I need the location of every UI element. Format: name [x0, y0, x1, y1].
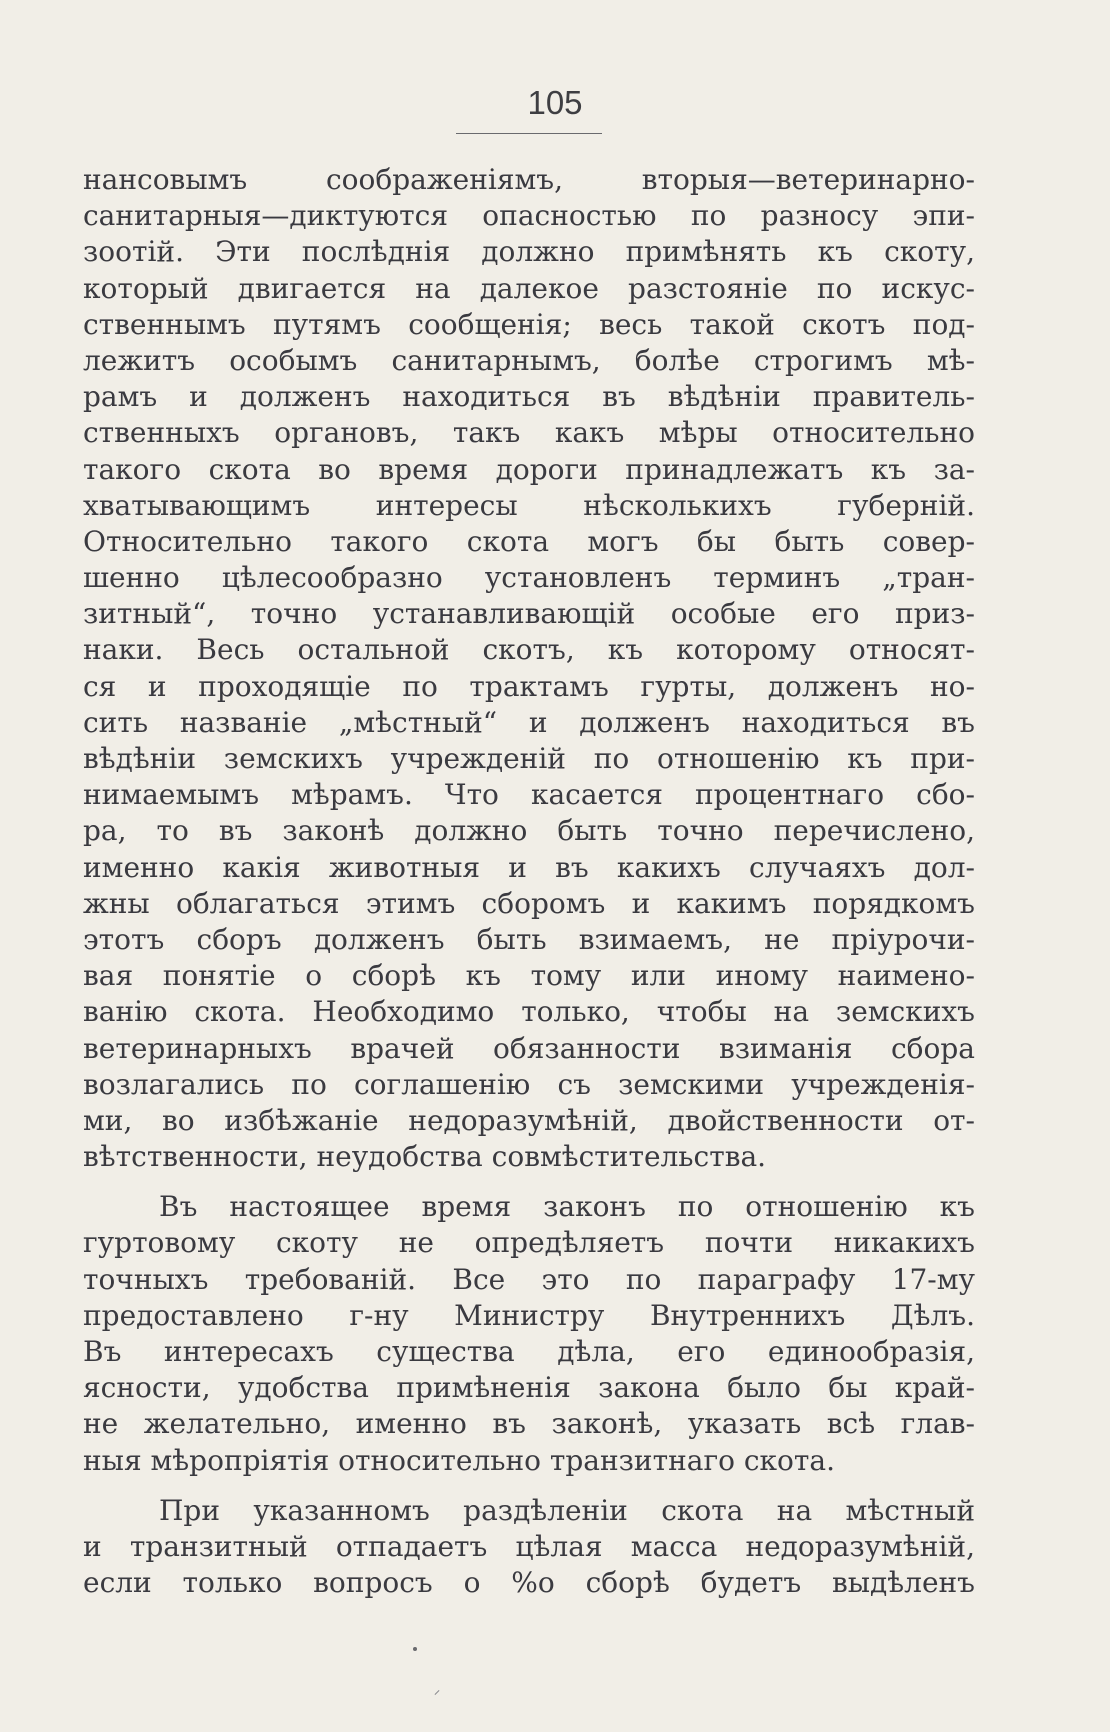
text-line: Въ интересахъ существа дѣла, его единообразія, [83, 1335, 975, 1368]
text-line: ся и проходящіе по трактамъ гурты, долженъ но- [83, 669, 975, 703]
text-line: этотъ сборъ долженъ быть взимаемъ, не пріурочи- [83, 922, 975, 956]
text-line: хватывающимъ интересы нѣсколькихъ губерній. [83, 488, 975, 522]
paragraph-2 [83, 1189, 975, 1479]
text-line: такого скота во время дороги принадлежатъ къ за- [83, 452, 975, 486]
paragraph-gap [83, 1175, 975, 1189]
text-line: нимаемымъ мѣрамъ. Что касается процентнаго сбо- [83, 778, 975, 812]
text-line: предоставлено г-ну Министру Внутреннихъ Дѣлъ. [83, 1298, 975, 1332]
text-line: наки. Весь остальной скотъ, къ которому относят- [83, 633, 975, 667]
page-number: 105 [527, 84, 583, 121]
text-line: ственнымъ путямъ сообщенія; весь такой скотъ под- [83, 307, 975, 341]
text-line: Въ настоящее время законъ по отношенію къ [159, 1190, 975, 1224]
text-line: не желательно, именно въ законѣ, указать всѣ глав- [83, 1407, 975, 1441]
text-line: зитный“, точно устанавливающій особые его приз- [83, 597, 975, 631]
text-line: рамъ и долженъ находиться въ вѣдѣніи правитель- [83, 380, 975, 414]
text-line: шенно цѣлесообразно установленъ терминъ „тран- [83, 561, 975, 595]
text-line: ныя мѣропріятія относительно транзитнаго скота. [83, 1443, 835, 1477]
paragraph-3 [83, 1493, 975, 1602]
body-text [83, 162, 975, 1601]
text-line: точныхъ требованій. Все это по параграфу 17-му [83, 1262, 975, 1296]
text-line: вѣтственности, неудобства совмѣстительства. [83, 1140, 767, 1174]
text-line: нансовымъ соображеніямъ, вторыя—ветеринарно- [83, 163, 975, 196]
text-line: санитарныя—диктуются опасностью по разносу эпи- [83, 199, 975, 233]
text-line: При указанномъ раздѣленіи скота на мѣстный [159, 1493, 975, 1527]
text-line: вая понятіе о сборѣ къ тому или иному наимено- [83, 959, 975, 993]
print-speck [413, 1647, 417, 1651]
text-line: и транзитный отпадаетъ цѣлая масса недоразумѣній, [83, 1529, 975, 1563]
text-line: жны облагаться этимъ сборомъ и какимъ порядкомъ [83, 886, 975, 920]
header-rule [456, 133, 602, 134]
text-line: ванію скота. Необходимо только, чтобы на земскихъ [83, 995, 975, 1029]
print-mark [435, 1690, 440, 1695]
text-line: ра, то въ законѣ должно быть точно перечислено, [83, 814, 975, 848]
text-line: возлагались по соглашенію съ земскими учрежденія- [83, 1067, 975, 1101]
text-line: если только вопросъ о %о сборѣ будетъ выдѣленъ [83, 1566, 975, 1600]
text-line: Относительно такого скота могъ бы быть совер- [83, 524, 975, 558]
paragraph-1 [83, 162, 975, 1175]
text-line: зоотій. Эти послѣднія должно примѣнять къ скоту, [83, 235, 975, 269]
text-line: именно какія животныя и въ какихъ случаяхъ дол- [83, 850, 975, 884]
text-line: вѣдѣніи земскихъ учрежденій по отношенію къ при- [83, 742, 975, 775]
text-line: ми, во избѣжаніе недоразумѣній, двойственности от- [83, 1103, 975, 1137]
text-line: который двигается на далекое разстояніе по искус- [83, 271, 975, 305]
text-line: ветеринарныхъ врачей обязанности взиманія сбора [83, 1031, 975, 1065]
text-line: гуртовому скоту не опредѣляетъ почти никакихъ [83, 1226, 975, 1260]
text-line: лежитъ особымъ санитарнымъ, болѣе строгимъ мѣ- [83, 343, 975, 377]
paragraph-gap [83, 1479, 975, 1493]
text-line: ясности, удобства примѣненія закона было бы край- [83, 1371, 975, 1405]
text-line: ственныхъ органовъ, такъ какъ мѣры относительно [83, 416, 975, 450]
text-line: сить названіе „мѣстный“ и долженъ находиться въ [83, 705, 975, 739]
